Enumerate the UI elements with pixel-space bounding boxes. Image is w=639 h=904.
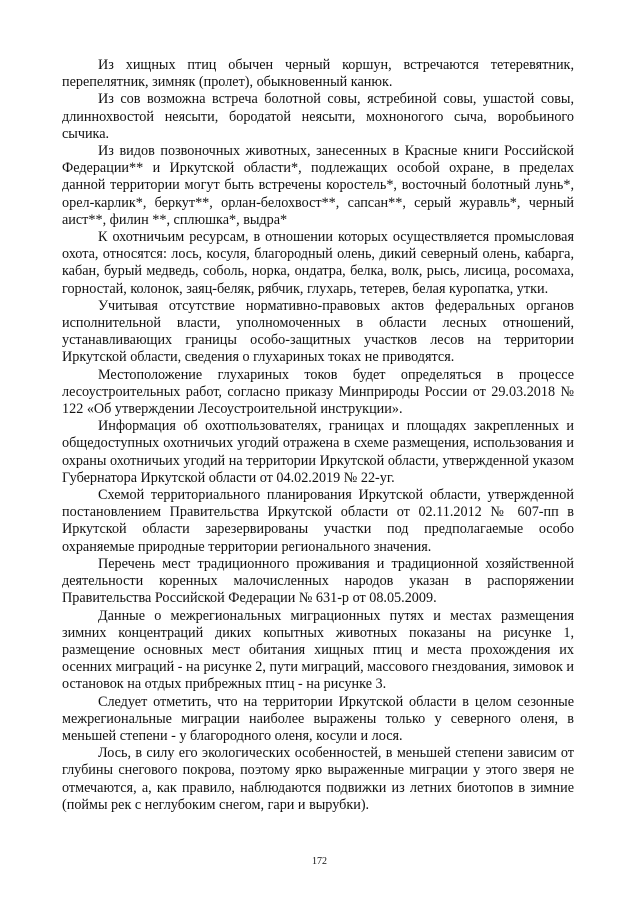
paragraph-indigenous-peoples: Перечень мест традиционного проживания и традиционной хозяйственной деятельности коренных малочисленных народов указан в распоряжении Правительства Российской Федерации № 631-р от 08.05.2009. bbox=[62, 555, 574, 607]
paragraph-raptors: Из хищных птиц обычен черный коршун, встречаются тетеревятник, перепелятник, зимняк (пролет), обыкновенный канюк. bbox=[62, 57, 574, 91]
paragraph-red-book-species: Из видов позвоночных животных, занесенных в Красные книги Российской Федерации** и Иркутской области*, подлежащих особой охране, в пределах данной территории могут быть встречены коростель*, восточный болотный лунь*, орел-карлик*, беркут**, орлан-белохвост**, сапсан**, серый журавль*, черный аист**, филин **, сплюшка*, выдра* bbox=[62, 143, 574, 228]
paragraph-territorial-planning: Схемой территориального планирования Иркутской области, утвержденной постановлением Правительства Иркутской области от 02.11.2012 № 607-пп в Иркутской области зарезервированы участки под предполагаемые особо охраняемые природные территории регионального значения. bbox=[62, 487, 574, 555]
page-number: 172 bbox=[312, 856, 327, 867]
paragraph-seasonal-migrations: Следует отметить, что на территории Иркутской области в целом сезонные межрегиональные миграции наиболее выражены только у северного оленя, в меньшей степени - у благородного оленя, косули и лося. bbox=[62, 693, 574, 744]
paragraph-owls: Из сов возможна встреча болотной совы, ястребиной совы, ушастой совы, длиннохвостой неясыти, бородатой неясыти, мохноногого сыча, воробьиного сычика. bbox=[62, 91, 574, 142]
paragraph-hunting-resources: К охотничьим ресурсам, в отношении которых осуществляется промысловая охота, относятся: лось, косуля, благородный олень, дикий северный олень, кабарга, кабан, бурый медведь, соболь, норка, ондатра, белка, волк, рысь, лисица, росомаха, горностай, колонок, заяц-беляк, рябчик, глухарь, тетерев, белая куропатка, утки. bbox=[62, 229, 574, 297]
paragraph-hunting-grounds: Информация об охотпользователях, границах и площадях закрепленных и общедоступных охотничьих угодий отражена в схеме размещения, использования и охраны охотничьих угодий на территории Иркутской области, утвержденной указом Губернатора Иркутской области от 04.02.2019 № 22-уг. bbox=[62, 418, 574, 486]
paragraph-capercaillie-leks: Местоположение глухариных токов будет определяться в процессе лесоустроительных работ, согласно приказу Минприроды России от 29.03.2018 № 122 «Об утверждении Лесоустроительной инструкции». bbox=[62, 366, 574, 418]
paragraph-moose: Лось, в силу его экологических особенностей, в меньшей степени зависим от глубины снегового покрова, поэтому ярко выраженные миграции у этого зверя не отмечаются, а, как правило, наблюдаются подвижки из летних биотопов в зимние (поймы рек с неглубоким снегом, гари и вырубки). bbox=[62, 745, 574, 813]
paragraph-migration-routes: Данные о межрегиональных миграционных путях и местах размещения зимних концентраций диких копытных животных показаны на рисунке 1, размещение основных мест обитания хищных птиц и места прохождения их осенних миграций - на рисунке 2, пути миграций, массового гнездования, зимовок и остановок на отдых прибрежных птиц - на рисунке 3. bbox=[62, 607, 574, 693]
document-page bbox=[62, 57, 574, 814]
paragraph-protective-forests: Учитывая отсутствие нормативно-правовых актов федеральных органов исполнительной власти, уполномоченных в области лесных отношений, устанавливающих границы особо-защитных участков лесов на территории Иркутской области, сведения о глухариных токах не приводятся. bbox=[62, 297, 574, 366]
